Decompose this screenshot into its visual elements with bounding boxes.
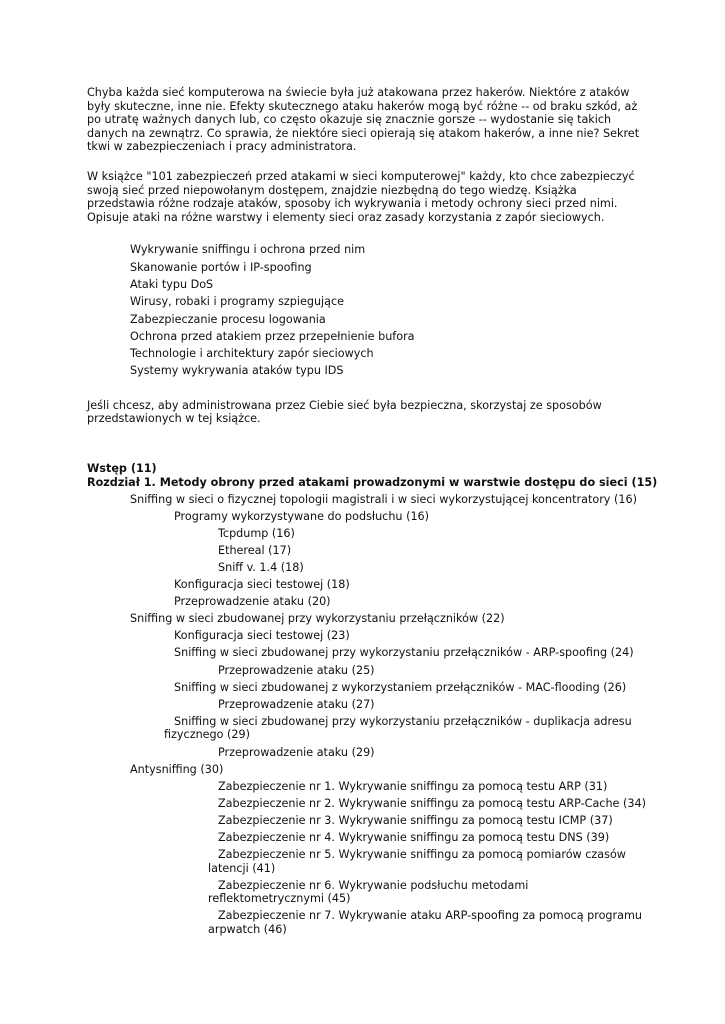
toc-entry: Zabezpieczenie nr 5. Wykrywanie sniffingu za pomocą pomiarów czasów latencji (41) <box>208 848 626 875</box>
toc-entry: Zabezpieczenie nr 7. Wykrywanie ataku ARP-spoofing za pomocą programu arpwatch (46) <box>208 909 642 937</box>
toc-entry: Programy wykorzystywane do podsłuchu (16) <box>174 509 430 523</box>
toc-entry: Zabezpieczenie nr 3. Wykrywanie sniffingu za pomocą testu ICMP (37) <box>218 813 613 827</box>
document-page <box>87 86 658 940</box>
toc-entry: Sniff v. 1.4 (18) <box>218 560 304 574</box>
toc-entry: Przeprowadzenie ataku (20) <box>174 595 331 609</box>
toc-entry: Sniffing w sieci o fizycznej topologii magistrali i w sieci wykorzystującej koncentratory (16) <box>130 492 637 506</box>
toc-entry: Sniffing w sieci zbudowanej z wykorzystaniem przełączników - MAC-flooding (26) <box>174 680 627 694</box>
toc-entry: Zabezpieczenie nr 6. Wykrywanie podsłuchu metodami reflektometrycznymi (45) <box>208 878 529 906</box>
intro-paragraph-1: Chyba każda sieć komputerowa na świecie była już atakowana przez hakerów. Niektóre z ataków były skuteczne, inne nie. Efekty skutecznego ataku hakerów mogą być różne -- od braku szkód, aż po utratę ważnych danych lub, co często okazuje się znacznie gorsze -- wydostanie się takich danych na zewnątrz. Co sprawia, że niektóre sieci opierają się atakom hakerów, a inne nie? Sekret tkwi w zabezpieczeniach i pracy administratora. <box>87 86 640 154</box>
toc-intro-heading: Wstęp (11) <box>87 461 157 475</box>
feature-item: Technologie i architektury zapór sieciowych <box>130 347 374 361</box>
toc-chapter-heading: Rozdział 1. Metody obrony przed atakami prowadzonymi w warstwie dostępu do sieci (15) <box>87 475 658 489</box>
feature-item: Ochrona przed atakiem przez przepełnienie bufora <box>130 329 415 343</box>
feature-item: Zabezpieczanie procesu logowania <box>130 312 326 326</box>
toc-entry: Sniffing w sieci zbudowanej przy wykorzystaniu przełączników (22) <box>130 612 505 626</box>
toc-entry: Zabezpieczenie nr 2. Wykrywanie sniffingu za pomocą testu ARP-Cache (34) <box>218 796 646 810</box>
closing-paragraph: Jeśli chcesz, aby administrowana przez Ciebie sieć była bezpieczna, skorzystaj ze sposobów przedstawionych w tej książce. <box>87 398 602 426</box>
toc-entry: Antysniffing (30) <box>130 762 224 776</box>
toc-entry: Konfiguracja sieci testowej (18) <box>174 578 350 592</box>
toc-entry: Tcpdump (16) <box>218 526 295 540</box>
toc-entry: Przeprowadzenie ataku (29) <box>218 745 375 759</box>
toc-entries <box>87 493 647 937</box>
toc-entry: Konfiguracja sieci testowej (23) <box>174 629 350 643</box>
feature-item: Ataki typu DoS <box>130 277 214 291</box>
toc-entry: Sniffing w sieci zbudowanej przy wykorzystaniu przełączników - duplikacja adresu fizycznego (29) <box>164 714 632 742</box>
intro-paragraph-2: W książce "101 zabezpieczeń przed atakami w sieci komputerowej" każdy, kto chce zabezpieczyć swoją sieć przed niepowołanym dostępem, znajdzie niezbędną do tego wiedzę. Książka przedstawia różne rodzaje ataków, sposoby ich wykrywania i metody ochrony sieci przed nimi. Opisuje ataki na różne warstwy i elementy sieci oraz zasady korzystania z zapór sieciowych. <box>87 169 635 224</box>
feature-item: Systemy wykrywania ataków typu IDS <box>130 364 344 378</box>
feature-item: Wirusy, robaki i programy szpiegujące <box>130 295 345 309</box>
toc-entry: Przeprowadzenie ataku (27) <box>218 697 375 711</box>
feature-item: Wykrywanie sniffingu i ochrona przed nim <box>130 243 366 257</box>
toc-entry: Sniffing w sieci zbudowanej przy wykorzystaniu przełączników - ARP-spoofing (24) <box>174 646 634 660</box>
feature-list <box>87 241 647 379</box>
toc-entry: Przeprowadzenie ataku (25) <box>218 663 375 677</box>
table-of-contents <box>87 461 658 937</box>
toc-entry: Zabezpieczenie nr 4. Wykrywanie sniffingu za pomocą testu DNS (39) <box>218 830 610 844</box>
toc-entry: Zabezpieczenie nr 1. Wykrywanie sniffingu za pomocą testu ARP (31) <box>218 779 608 793</box>
toc-entry: Ethereal (17) <box>218 543 292 557</box>
feature-item: Skanowanie portów i IP-spoofing <box>130 260 312 274</box>
